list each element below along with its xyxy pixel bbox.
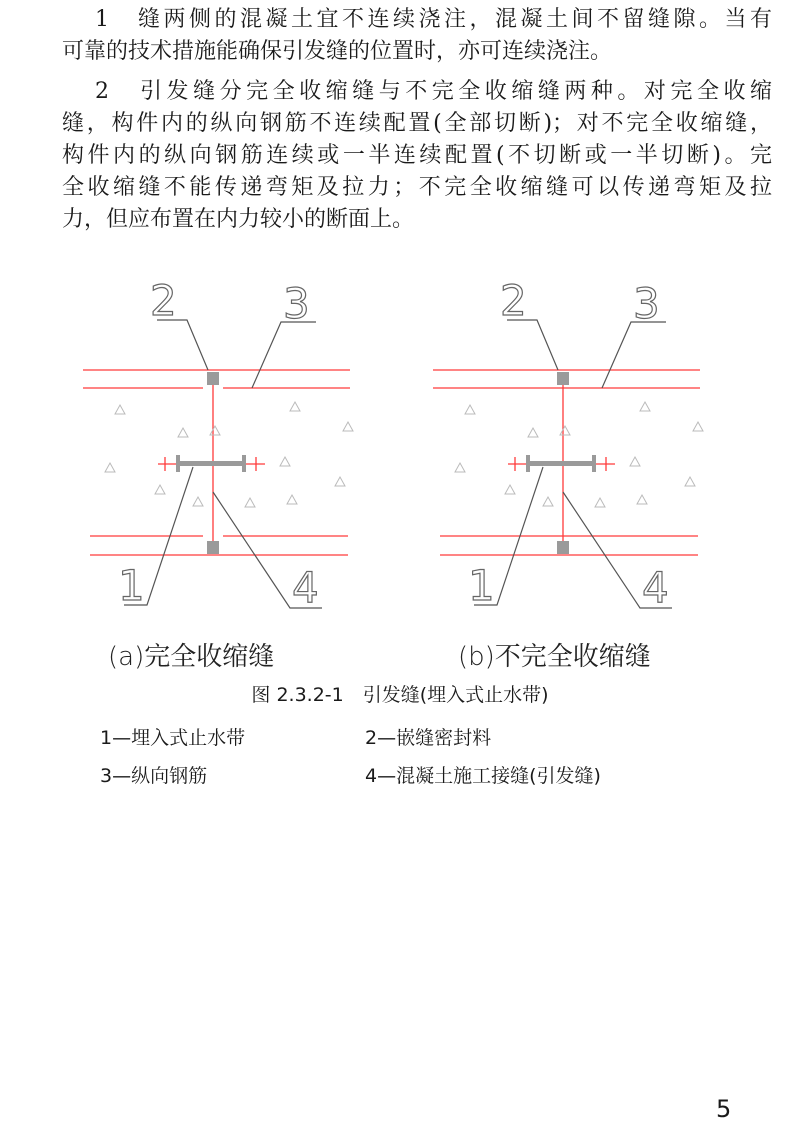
aggregate-triangle [693,422,703,431]
sealant-block [557,541,569,554]
leader-line-2 [157,320,208,370]
waterstop-end [176,455,180,472]
text-line: 力，但应布置在内力较小的断面上。 [62,207,415,232]
aggregate-triangle [685,477,695,486]
figure-title: 图 2.3.2-1 引发缝(埋入式止水带) [251,684,549,706]
aggregate-triangle [105,463,115,472]
text-line: 1 缝两侧的混凝土宜不连续浇注，混凝土间不留缝隙。当有 [95,7,772,32]
legend-item-2: 2—嵌缝密封料 [365,727,492,749]
sealant-block [557,372,569,385]
leader-line-3 [252,322,316,388]
waterstop-bar [176,461,244,466]
aggregate-triangle [155,485,165,494]
aggregate-triangle [637,495,647,504]
sealant-block [207,372,219,385]
aggregate-triangle [335,477,345,486]
legend-item-3: 3—纵向钢筋 [100,765,208,787]
aggregate-triangle [115,405,125,414]
page-number: 5 [716,1095,732,1123]
aggregate-triangle [630,457,640,466]
text-line: 全收缩缝不能传递弯矩及拉力；不完全收缩缝可以传递弯矩及拉 [62,175,772,200]
text-line: 2 引发缝分完全收缩缝与不完全收缩缝两种。对完全收缩 [95,79,772,104]
callout-label-3: 3 [283,279,310,328]
leader-line-3 [602,322,666,388]
leader-line-2 [507,320,558,370]
callout-label-1: 1 [118,561,145,610]
waterstop-end [242,455,246,472]
aggregate-triangle [595,498,605,507]
callout-label-4: 4 [642,563,669,612]
aggregate-triangle [543,497,553,506]
sealant-block [207,541,219,554]
aggregate-triangle [528,428,538,437]
callout-label-3: 3 [633,279,660,328]
legend-item-4: 4—混凝土施工接缝(引发缝) [365,765,601,787]
aggregate-triangle [287,495,297,504]
aggregate-triangle [505,485,515,494]
text-line: 可靠的技术措施能确保引发缝的位置时，亦可连续浇注。 [62,39,613,64]
aggregate-triangle [290,402,300,411]
legend-item-1: 1—埋入式止水带 [100,727,246,749]
text-line: 缝，构件内的纵向钢筋不连续配置(全部切断)；对不完全收缩缝， [62,111,772,136]
aggregate-triangle [193,497,203,506]
aggregate-triangle [210,426,220,435]
waterstop-bar [526,461,594,466]
waterstop-end [526,455,530,472]
caption-a: (a)完全收缩缝 [108,642,275,672]
callout-label-1: 1 [468,561,495,610]
callout-label-2: 2 [500,276,527,325]
aggregate-triangle [343,422,353,431]
subfigure-b [433,276,703,612]
aggregate-triangle [640,402,650,411]
aggregate-triangle [178,428,188,437]
aggregate-triangle [455,463,465,472]
text-line: 构件内的纵向钢筋连续或一半连续配置(不切断或一半切断)。完 [62,143,772,168]
callout-label-2: 2 [150,276,177,325]
aggregate-triangle [280,457,290,466]
aggregate-triangle [560,426,570,435]
subfigure-a [83,276,353,612]
waterstop-end [592,455,596,472]
aggregate-triangle [465,405,475,414]
aggregate-triangle [245,498,255,507]
caption-b: (b)不完全收缩缝 [458,642,651,672]
callout-label-4: 4 [292,563,319,612]
